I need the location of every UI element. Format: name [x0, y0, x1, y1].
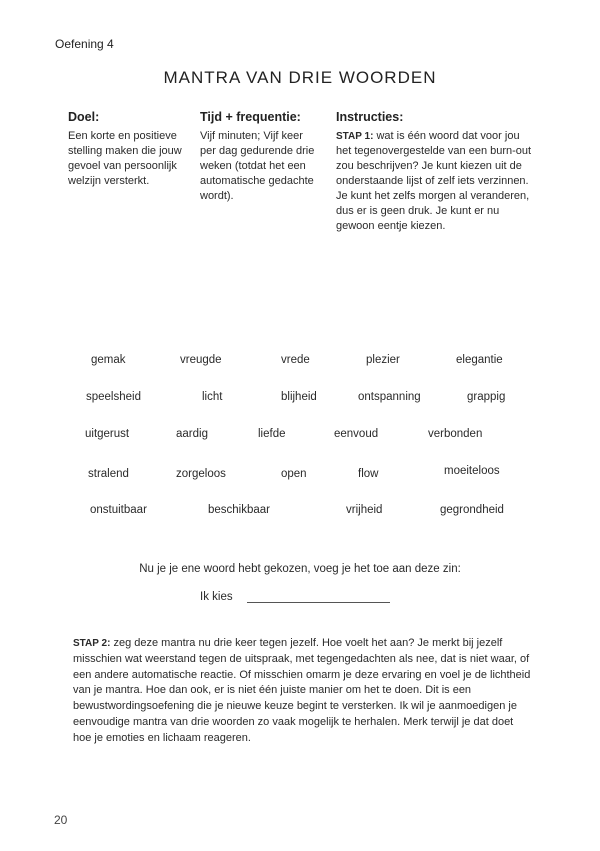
page-number: 20 — [54, 813, 68, 827]
stap1-text: wat is één woord dat voor jou het tegenovergestelde van een burn-out zou beschrijven? Je kunt kiezen uit de onderstaande lijst of zelf iets verzinnen. Je kunt het zelfs morgen al veranderen, dus er is geen druk. Je kunt er nu gewoon eentje kiezen. — [336, 130, 532, 232]
exercise-label: Oefening 4 — [55, 37, 114, 51]
ik-kies-row — [200, 591, 390, 603]
word-option[interactable]: blijheid — [281, 391, 317, 403]
word-option[interactable]: aardig — [176, 428, 208, 440]
word-option[interactable]: open — [281, 468, 307, 480]
ik-kies-label: Ik kies — [200, 591, 233, 603]
word-option[interactable]: onstuitbaar — [90, 504, 147, 516]
word-option[interactable]: elegantie — [456, 354, 503, 366]
word-option[interactable]: speelsheid — [86, 391, 141, 403]
instructies-text — [336, 129, 536, 234]
word-option[interactable]: zorgeloos — [176, 468, 226, 480]
word-option[interactable]: grappig — [467, 391, 506, 403]
instruction-sentence: Nu je je ene woord hebt gekozen, voeg je het toe aan deze zin: — [139, 563, 461, 575]
word-option[interactable]: ontspanning — [358, 391, 421, 403]
doel-column — [68, 110, 186, 189]
word-option[interactable]: vrijheid — [346, 504, 383, 516]
answer-blank-line[interactable] — [247, 594, 390, 603]
doel-text: Een korte en positieve stelling maken die jouw gevoel van persoonlijk welzijn versterkt. — [68, 130, 182, 187]
page-title: MANTRA VAN DRIE WOORDEN — [163, 68, 437, 87]
word-option[interactable]: moeiteloos — [444, 465, 500, 477]
word-option[interactable]: stralend — [88, 468, 129, 480]
word-option[interactable]: vreugde — [180, 354, 222, 366]
word-option[interactable]: plezier — [366, 354, 400, 366]
word-option[interactable]: uitgerust — [85, 428, 130, 440]
word-option[interactable]: flow — [358, 468, 379, 480]
tijd-heading: Tijd + frequentie: — [200, 110, 301, 124]
word-option[interactable]: beschikbaar — [208, 504, 271, 516]
stap2-text: zeg deze mantra nu drie keer tegen jezelf. Hoe voelt het aan? Je merkt bij jezelf misschien wat weerstand tegen de uitspraak, met tegengedachten als nee, dat is niet waar, of een andere automatische reactie. Of misschien omarm je deze ervaring en voel je de lichtheid van je mantra. Hoe dan ook, er is niet één juiste manier om het te doen. Dit is een bewustwordingsoefening die je nieuwe keuze begint te versterken. Ik wil je aanmoedigen je eenvoudige mantra van drie woorden zo vaak mogelijk te herhalen. Merk terwijl je dat doet hoe je emoties en lichaam reageren. — [73, 637, 531, 744]
instructies-heading: Instructies: — [336, 110, 404, 124]
word-option[interactable]: licht — [202, 391, 223, 403]
word-option[interactable]: eenvoud — [334, 428, 379, 440]
word-option[interactable]: verbonden — [428, 428, 483, 440]
stap2-paragraph — [73, 636, 533, 747]
stap1-label: STAP 1: — [336, 131, 374, 142]
word-option[interactable]: vrede — [281, 354, 310, 366]
word-option[interactable]: gegrondheid — [440, 504, 504, 516]
word-option[interactable]: liefde — [258, 428, 286, 440]
instructies-column — [336, 110, 536, 234]
word-option[interactable]: gemak — [91, 354, 126, 366]
tijd-column — [200, 110, 320, 204]
doel-heading: Doel: — [68, 110, 100, 124]
tijd-text: Vijf minuten; Vijf keer per dag gedurende drie weken (totdat het een automatische gedachte wordt). — [200, 130, 315, 202]
stap2-label: STAP 2: — [73, 638, 111, 649]
